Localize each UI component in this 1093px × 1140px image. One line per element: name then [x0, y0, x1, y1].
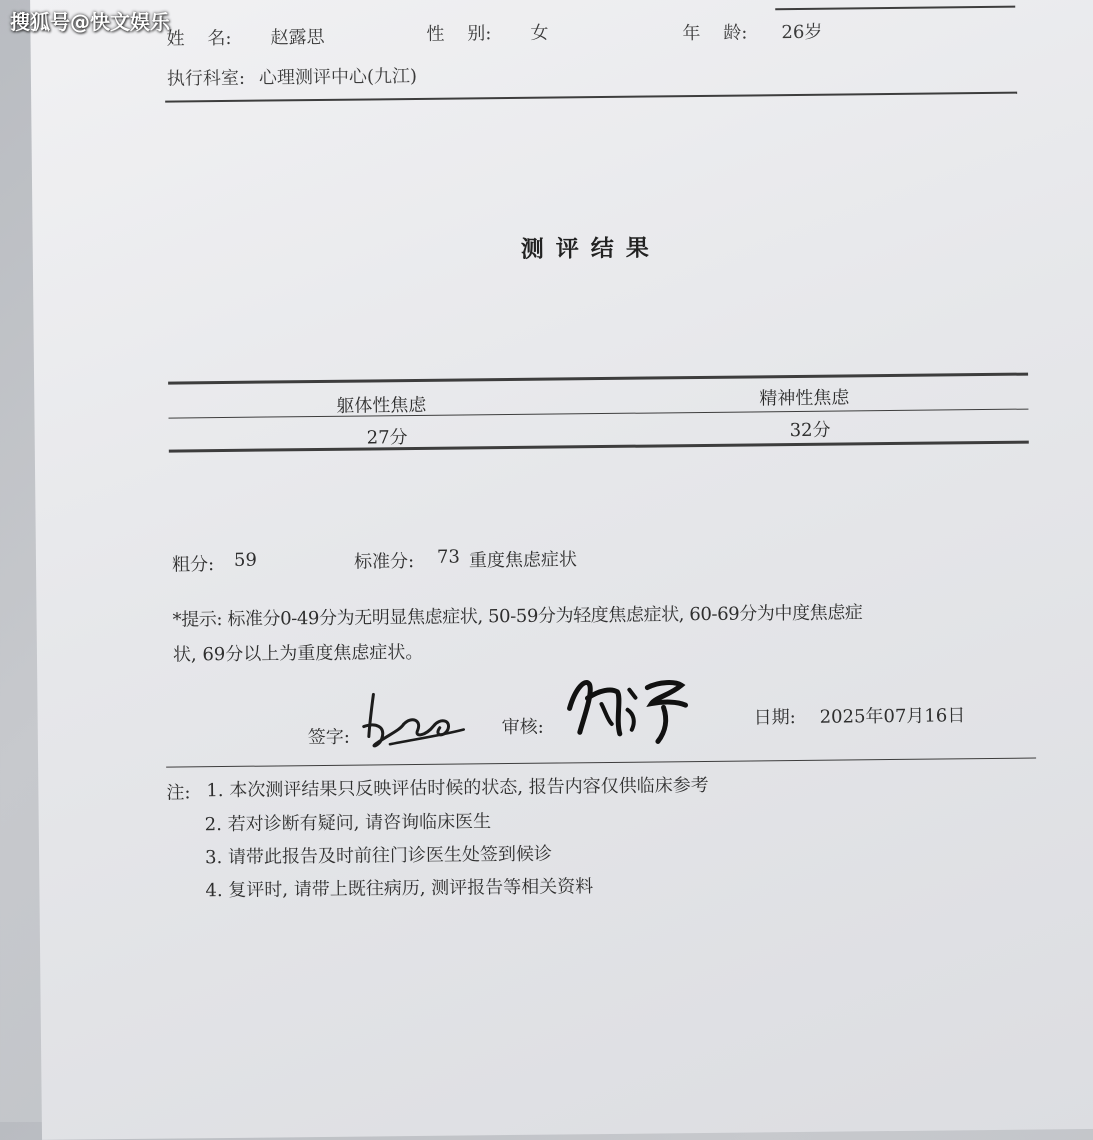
- note-item-3: 3. 请带此报告及时前往门诊医生处签到候诊: [204, 843, 553, 869]
- standard-score-label: 标准分:: [353, 551, 415, 573]
- table-value-psychic: 32分: [789, 419, 831, 442]
- table-header-somatic: 躯体性焦虑: [336, 394, 427, 417]
- table-bottom-rule: [169, 441, 1029, 453]
- name-label: 姓 名:: [166, 27, 232, 50]
- reviewer-handwriting: [559, 667, 700, 752]
- signature-handwriting: [359, 685, 470, 756]
- severity-text: 重度焦虑症状: [468, 549, 578, 572]
- signature-rule: [166, 758, 1036, 768]
- hint-line-2: 状, 69分以上为重度焦虑症状。: [172, 641, 424, 666]
- notes-label: 注:: [166, 782, 191, 804]
- gender-value: 女: [530, 22, 549, 44]
- name-value: 赵露思: [270, 26, 325, 49]
- table-mid-rule: [168, 409, 1028, 419]
- page-title: 测评结果: [520, 235, 661, 263]
- table-header-psychic: 精神性焦虑: [759, 387, 850, 410]
- gender-label: 性 别:: [426, 23, 492, 45]
- hint-line-1: *提示: 标准分0-49分为无明显焦虑症状, 50-59分为轻度焦虑症状, 60-69分为中度焦虑症: [172, 602, 863, 631]
- note-item-1: 1. 本次测评结果只反映评估时候的状态, 报告内容仅供临床参考: [206, 774, 709, 802]
- watermark: 搜狐号@快文娱乐: [10, 10, 170, 34]
- review-label: 审核:: [501, 716, 544, 739]
- standard-score-value: 73: [436, 546, 460, 568]
- date-value: 2025年07月16日: [819, 705, 966, 728]
- raw-score-label: 粗分:: [171, 554, 215, 576]
- date-label: 日期:: [753, 707, 796, 729]
- header-top-rule: [775, 6, 1015, 10]
- age-label: 年 龄:: [682, 22, 748, 45]
- department-label: 执行科室:: [166, 67, 246, 90]
- age-value: 26岁: [781, 21, 823, 44]
- table-value-somatic: 27分: [366, 427, 408, 449]
- report-paper: [30, 0, 1093, 1140]
- raw-score-value: 59: [233, 549, 257, 571]
- note-item-2: 2. 若对诊断有疑问, 请咨询临床医生: [204, 811, 492, 836]
- note-item-4: 4. 复评时, 请带上既往病历, 测评报告等相关资料: [205, 876, 594, 902]
- table-top-rule: [168, 373, 1028, 385]
- sign-label: 签字:: [307, 726, 351, 749]
- department-value: 心理测评中心(九江): [258, 65, 418, 89]
- header-bottom-rule: [165, 92, 1017, 102]
